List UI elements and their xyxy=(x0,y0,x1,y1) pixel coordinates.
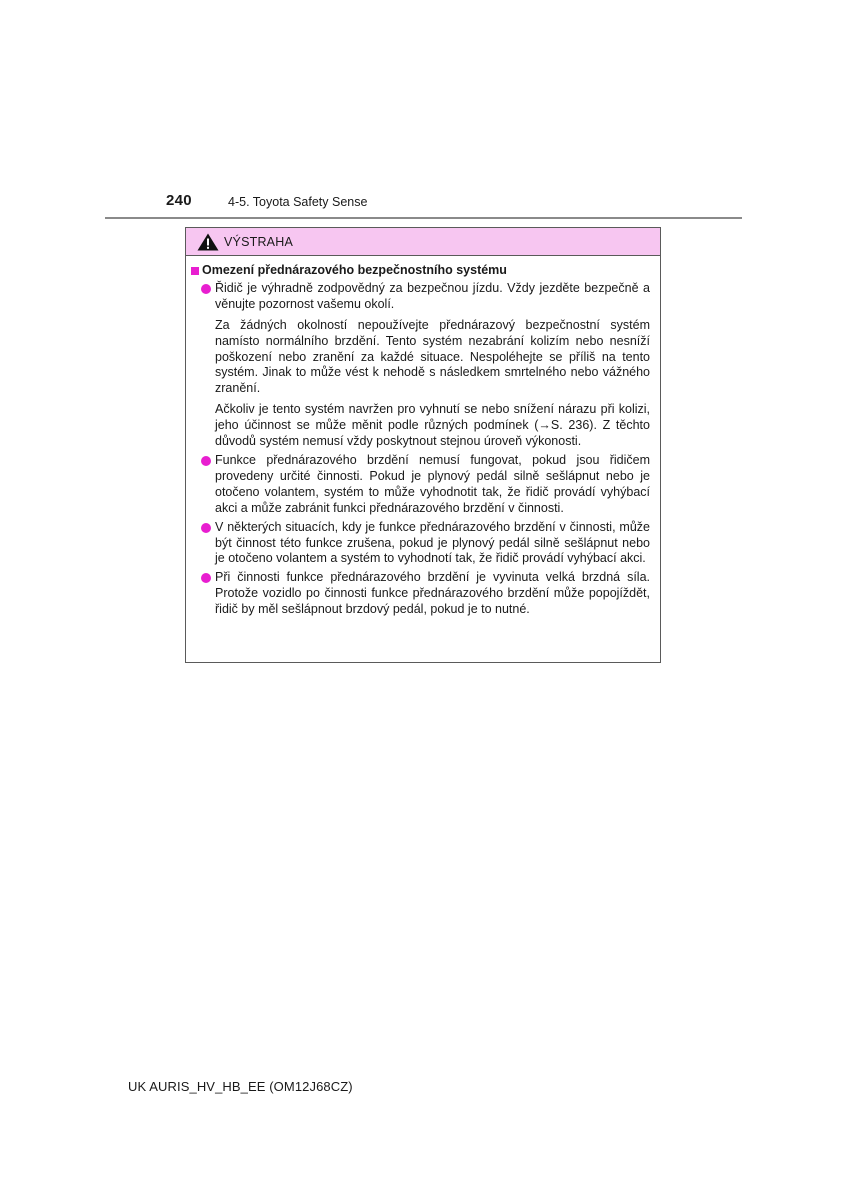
item-paragraph: Při činnosti funkce přednárazového brzdění je vyvinuta velká brzdná síla. Protože vozidlo po činnosti funkce přednárazového brzdění může popojíždět, řidič by měl sešlápnout brzdový pedál, pokud je to nutné. xyxy=(215,570,650,617)
warning-body xyxy=(186,256,660,618)
item-paragraph: Za žádných okolností nepoužívejte přednárazový bezpečnostní systém namísto normálního brzdění. Tento systém nezabrání kolizím nebo nesníží poškození nebo zranění za každé situace. Nespoléhejte se příliš na tento systém. Jinak to může vést k nehodě s následkem smrtelného nebo vážného zranění. xyxy=(215,317,650,396)
bullet-dot-icon xyxy=(201,523,211,533)
bullet-dot-icon xyxy=(201,573,211,583)
warning-label: VÝSTRAHA xyxy=(224,234,293,249)
warning-item xyxy=(191,570,650,618)
bullet-dot-icon xyxy=(201,284,211,294)
warning-topic-text: Omezení přednárazového bezpečnostního systému xyxy=(202,263,507,277)
page-number: 240 xyxy=(166,192,192,209)
warning-item xyxy=(191,453,650,517)
item-paragraph: V některých situacích, kdy je funkce přednárazového brzdění v činnosti, může být činnost této funkce zrušena, pokud je plynový pedál silně sešlápnut nebo je otočeno volantem a systém to vyhodnotí tak, že řidič provádí vyhýbací akci. xyxy=(215,519,650,566)
item-paragraph: Ačkoliv je tento systém navržen pro vyhnutí se nebo snížení nárazu při kolizi, jeho účinnost se může měnit podle různých podmínek (→S. 236). Z těchto důvodů systém nemusí vždy poskytnout stejnou úroveň výkonosti. xyxy=(215,402,650,449)
bullet-dot-icon xyxy=(201,456,211,466)
document-code: UK AURIS_HV_HB_EE (OM12J68CZ) xyxy=(128,1079,353,1094)
page-header xyxy=(105,189,742,219)
warning-heading xyxy=(186,228,660,256)
item-paragraph: Funkce přednárazového brzdění nemusí fungovat, pokud jsou řidičem provedeny určité činnosti. Pokud je plynový pedál silně sešlápnut nebo je otočeno volantem, systém to může vyhodnotit tak, že řidič provádí vyhýbací akci a může zabránit funkci přednárazového brzdění v činnosti. xyxy=(215,452,650,515)
warning-item xyxy=(191,520,650,568)
warning-triangle-icon xyxy=(197,233,219,251)
square-bullet-icon xyxy=(191,267,199,275)
item-paragraph: Řidič je výhradně zodpovědný za bezpečnou jízdu. Vždy jezděte bezpečně a věnujte pozornost vašemu okolí. xyxy=(215,280,650,311)
warning-item xyxy=(191,281,650,450)
section-title: 4-5. Toyota Safety Sense xyxy=(228,195,368,209)
warning-topic xyxy=(191,263,650,279)
warning-box xyxy=(185,227,661,663)
